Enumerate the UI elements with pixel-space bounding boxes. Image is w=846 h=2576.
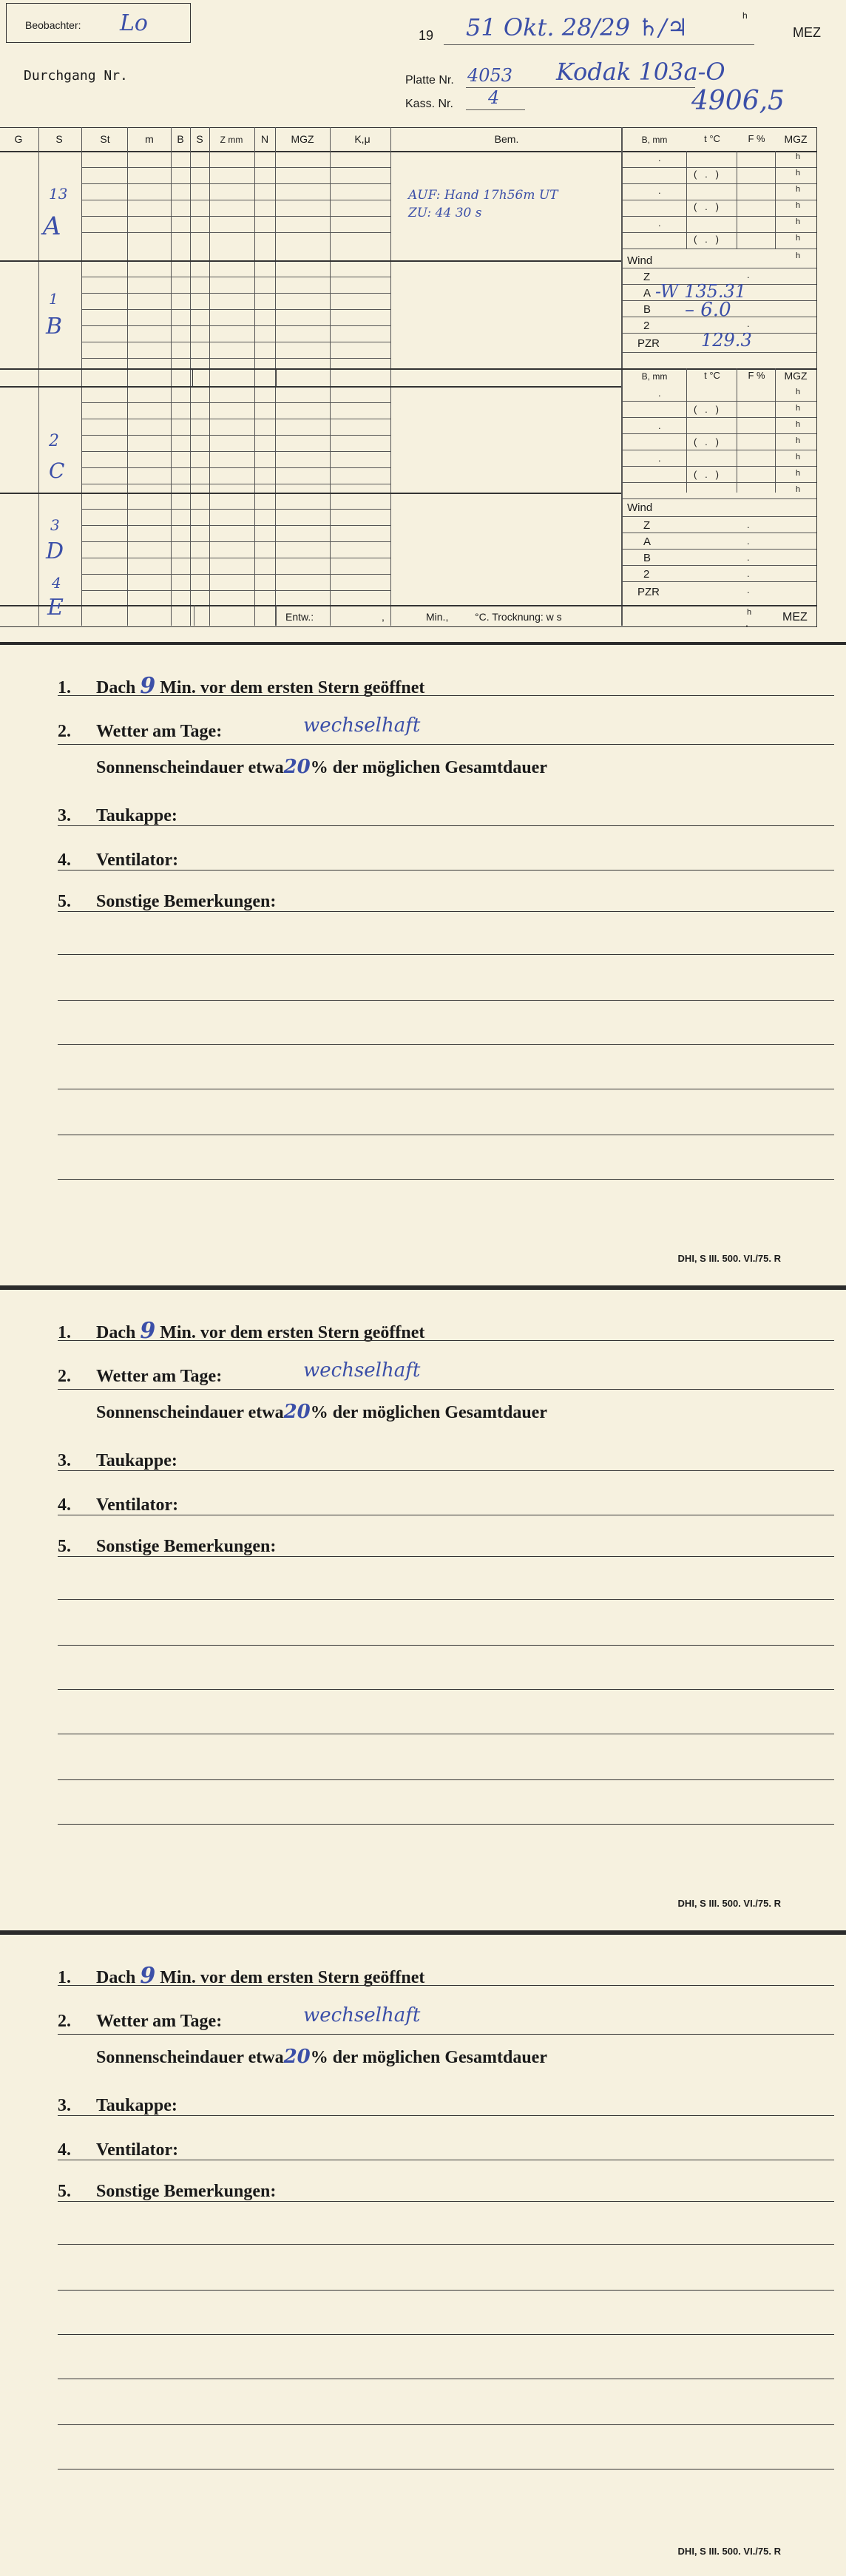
sun-row: Sonnenscheindauer etwa20% der möglichen Gesamtdauer xyxy=(96,2046,547,2068)
block1-b: B xyxy=(643,303,652,316)
group-e-sign: 4 xyxy=(52,574,61,592)
col-s2: S xyxy=(196,133,203,145)
q1-row: 1. Dach 9 Min. vor dem ersten Stern geöffnet xyxy=(58,673,425,699)
plate-underline xyxy=(466,87,695,88)
q1-row: 1. Dach 9 Min. vor dem ersten Stern geöffnet xyxy=(58,1963,425,1989)
group-d-sign: 3 xyxy=(50,516,60,534)
notes-sheet-3 xyxy=(0,1935,846,2576)
q2-row: 2. Wetter am Tage: xyxy=(58,1367,223,1386)
hour-mark: h xyxy=(742,10,748,21)
year-prefix: 19 xyxy=(419,28,434,43)
form-footer: DHI, S III. 500. VI./75. R xyxy=(677,1898,781,1909)
group-b-letter: B xyxy=(46,314,63,339)
block2-pzr: PZR xyxy=(637,586,660,598)
group-c-sign: 2 xyxy=(49,432,59,450)
col-zmm: Z mm xyxy=(220,135,243,145)
col-b-mm-2: B, mm xyxy=(641,371,668,382)
group-e-letter: E xyxy=(47,595,64,621)
block2-a: A xyxy=(643,535,652,548)
q2-value: wechselhaft xyxy=(303,1359,421,1382)
block1-pzr: PZR xyxy=(637,337,660,350)
group-c-letter: C xyxy=(49,459,65,483)
wind-label-2: Wind xyxy=(627,501,653,514)
block1-z: Z xyxy=(643,271,651,283)
observer-value: Lo xyxy=(120,10,148,36)
plate-type: Kodak 103a-O xyxy=(556,58,725,86)
cassette-value: 4 xyxy=(488,87,500,108)
col-mgz2: MGZ xyxy=(784,133,808,145)
remark-open: AUF: Hand 17h56m UT xyxy=(408,188,558,203)
q4-row: 4. Ventilator: xyxy=(58,2140,179,2160)
mez-label: MEZ xyxy=(793,25,821,40)
cassette-label: Kass. Nr. xyxy=(405,98,453,110)
notes-sheet-2 xyxy=(0,1290,846,1930)
q4-row: 4. Ventilator: xyxy=(58,1495,179,1515)
col-b-mm: B, mm xyxy=(641,135,668,145)
plate-value: 4053 xyxy=(467,65,513,86)
date-underline xyxy=(444,44,754,45)
col-bem: Bem. xyxy=(494,133,519,145)
footer-mez: MEZ xyxy=(782,611,808,623)
q5-row: 5. Sonstige Bemerkungen: xyxy=(58,892,277,911)
block2-z: Z xyxy=(643,519,651,532)
col-s: S xyxy=(55,133,63,145)
form-footer: DHI, S III. 500. VI./75. R xyxy=(677,2546,781,2557)
q5-row: 5. Sonstige Bemerkungen: xyxy=(58,1537,277,1556)
footer-min: Min., xyxy=(426,611,449,623)
transit-label: Durchgang Nr. xyxy=(24,68,128,84)
block2-2: 2 xyxy=(643,568,650,581)
col-k: K,μ xyxy=(354,133,370,145)
col-mgz: MGZ xyxy=(291,133,314,145)
sun-row: Sonnenscheindauer etwa20% der möglichen Gesamtdauer xyxy=(96,1401,547,1423)
q4-row: 4. Ventilator: xyxy=(58,851,179,870)
plate-number: 4906,5 xyxy=(691,86,785,116)
block1-a: A xyxy=(643,287,652,300)
observation-sheet: Beobachter: Lo Durchgang Nr. 19 51 Okt. 28/29 ♄/♃ h MEZ Platte Nr. 4053 Kodak 103a-O Kass. Nr. 4 4906,5 G S St m B S Z mm N MGZ K,μ Bem. B, mm t °C F % MGZ B, mm t °C F % MGZ 13 A 1 B 2 C 3 D 4 E AUF: Hand 17h56m UT ZU: 44 30 s . ( . ) . ( . ) . ( . ) h h h h h h h Wind Z A B 2 PZR -W 135.31 – 6.0 129.3 . . . ( . ) . ( . ) . ( . ) h h h h h h h Wind Z A B 2 PZR . . . . . Entw.: , Min., °C. Trocknung: w s h . MEZ xyxy=(0,0,846,642)
q1-row: 1. Dach 9 Min. vor dem ersten Stern geöffnet xyxy=(58,1318,425,1344)
q2-row: 2. Wetter am Tage: xyxy=(58,2012,223,2031)
block2-b: B xyxy=(643,552,652,564)
col-mgz-3: MGZ xyxy=(784,370,808,382)
q3-row: 3. Taukappe: xyxy=(58,806,177,825)
block1-b-value: – 6.0 xyxy=(685,299,731,321)
cassette-underline xyxy=(466,109,525,110)
footer-trocknung: °C. Trocknung: w s xyxy=(475,611,562,623)
observer-label: Beobachter: xyxy=(25,19,81,31)
q2-value: wechselhaft xyxy=(303,2004,421,2026)
col-st: St xyxy=(100,133,110,145)
col-temp: t °C xyxy=(704,133,720,144)
col-g: G xyxy=(14,133,23,145)
block1-a-value: -W 135.31 xyxy=(655,281,747,302)
q2-value: wechselhaft xyxy=(303,714,421,737)
q3-row: 3. Taukappe: xyxy=(58,2096,177,2115)
q5-row: 5. Sonstige Bemerkungen: xyxy=(58,2182,277,2201)
sun-row: Sonnenscheindauer etwa20% der möglichen Gesamtdauer xyxy=(96,756,547,778)
remark-close: ZU: 44 30 s xyxy=(408,206,482,220)
col-temp-2: t °C xyxy=(704,370,720,381)
group-a-letter: A xyxy=(43,212,61,241)
col-f-2: F % xyxy=(748,370,765,381)
footer-entw: Entw.: xyxy=(285,611,314,623)
col-b: B xyxy=(177,133,184,145)
block1-2: 2 xyxy=(643,320,650,332)
group-b-sign: 1 xyxy=(49,290,58,308)
q3-row: 3. Taukappe: xyxy=(58,1451,177,1470)
q2-row: 2. Wetter am Tage: xyxy=(58,722,223,741)
col-n: N xyxy=(260,133,269,145)
wind-label-1: Wind xyxy=(627,254,653,267)
group-a-sign: 13 xyxy=(49,185,68,203)
date-value: 51 Okt. 28/29 ♄/♃ xyxy=(466,13,688,41)
col-m: m xyxy=(145,133,154,145)
col-f: F % xyxy=(748,133,765,144)
plate-label: Platte Nr. xyxy=(405,74,454,87)
form-footer: DHI, S III. 500. VI./75. R xyxy=(677,1253,781,1264)
notes-sheet-1 xyxy=(0,645,846,1285)
group-d-letter: D xyxy=(46,538,64,564)
block1-pzr-value: 129.3 xyxy=(701,330,752,351)
